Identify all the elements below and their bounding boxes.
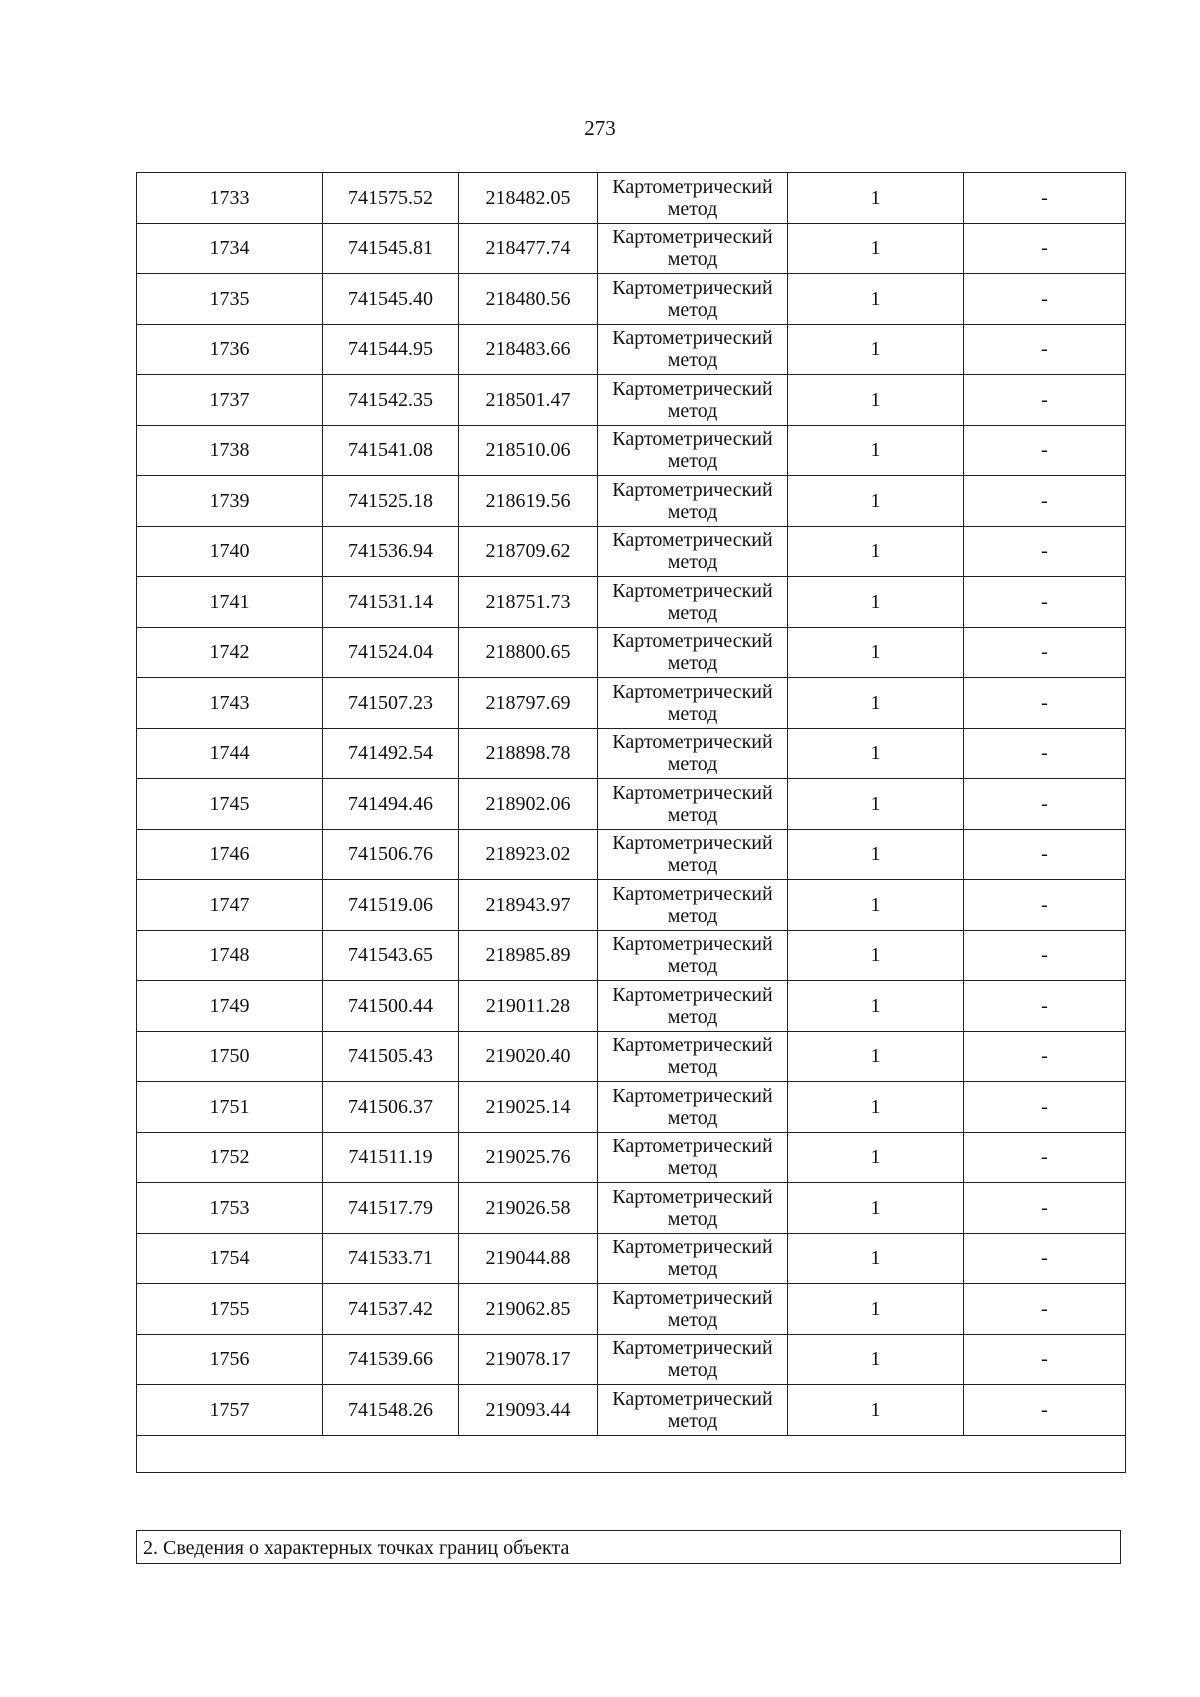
method-cell: Картометрический метод bbox=[598, 981, 788, 1032]
accuracy-cell: 1 bbox=[788, 1082, 964, 1133]
x-coordinate-cell: 741542.35 bbox=[323, 375, 459, 426]
table-row bbox=[137, 1031, 1126, 1082]
table-row bbox=[137, 223, 1126, 274]
accuracy-cell: 1 bbox=[788, 1031, 964, 1082]
note-cell: - bbox=[964, 223, 1126, 274]
x-coordinate-cell: 741492.54 bbox=[323, 728, 459, 779]
point-number-cell: 1742 bbox=[137, 627, 323, 678]
note-cell: - bbox=[964, 425, 1126, 476]
y-coordinate-cell: 218480.56 bbox=[459, 274, 598, 325]
table-row bbox=[137, 981, 1126, 1032]
note-cell: - bbox=[964, 1385, 1126, 1436]
y-coordinate-cell: 219011.28 bbox=[459, 981, 598, 1032]
note-cell: - bbox=[964, 526, 1126, 577]
point-number-cell: 1756 bbox=[137, 1334, 323, 1385]
point-number-cell: 1738 bbox=[137, 425, 323, 476]
note-cell: - bbox=[964, 930, 1126, 981]
y-coordinate-cell: 218923.02 bbox=[459, 829, 598, 880]
accuracy-cell: 1 bbox=[788, 1132, 964, 1183]
point-number-cell: 1745 bbox=[137, 779, 323, 830]
point-number-cell: 1739 bbox=[137, 476, 323, 527]
x-coordinate-cell: 741506.37 bbox=[323, 1082, 459, 1133]
y-coordinate-cell: 218797.69 bbox=[459, 678, 598, 729]
accuracy-cell: 1 bbox=[788, 526, 964, 577]
point-number-cell: 1733 bbox=[137, 173, 323, 224]
table-row bbox=[137, 1385, 1126, 1436]
method-cell: Картометрический метод bbox=[598, 577, 788, 628]
accuracy-cell: 1 bbox=[788, 375, 964, 426]
table-row bbox=[137, 577, 1126, 628]
note-cell: - bbox=[964, 1082, 1126, 1133]
table-row bbox=[137, 880, 1126, 931]
accuracy-cell: 1 bbox=[788, 1334, 964, 1385]
method-cell: Картометрический метод bbox=[598, 526, 788, 577]
note-cell: - bbox=[964, 476, 1126, 527]
accuracy-cell: 1 bbox=[788, 829, 964, 880]
note-cell: - bbox=[964, 375, 1126, 426]
x-coordinate-cell: 741494.46 bbox=[323, 779, 459, 830]
note-cell: - bbox=[964, 173, 1126, 224]
note-cell: - bbox=[964, 627, 1126, 678]
y-coordinate-cell: 218898.78 bbox=[459, 728, 598, 779]
x-coordinate-cell: 741519.06 bbox=[323, 880, 459, 931]
x-coordinate-cell: 741533.71 bbox=[323, 1233, 459, 1284]
x-coordinate-cell: 741543.65 bbox=[323, 930, 459, 981]
method-cell: Картометрический метод bbox=[598, 779, 788, 830]
accuracy-cell: 1 bbox=[788, 728, 964, 779]
accuracy-cell: 1 bbox=[788, 324, 964, 375]
note-cell: - bbox=[964, 1132, 1126, 1183]
y-coordinate-cell: 218943.97 bbox=[459, 880, 598, 931]
x-coordinate-cell: 741544.95 bbox=[323, 324, 459, 375]
point-number-cell: 1751 bbox=[137, 1082, 323, 1133]
note-cell: - bbox=[964, 1284, 1126, 1335]
accuracy-cell: 1 bbox=[788, 476, 964, 527]
table-row bbox=[137, 1334, 1126, 1385]
method-cell: Картометрический метод bbox=[598, 375, 788, 426]
note-cell: - bbox=[964, 577, 1126, 628]
point-number-cell: 1757 bbox=[137, 1385, 323, 1436]
method-cell: Картометрический метод bbox=[598, 829, 788, 880]
accuracy-cell: 1 bbox=[788, 880, 964, 931]
point-number-cell: 1746 bbox=[137, 829, 323, 880]
accuracy-cell: 1 bbox=[788, 779, 964, 830]
accuracy-cell: 1 bbox=[788, 223, 964, 274]
accuracy-cell: 1 bbox=[788, 425, 964, 476]
point-number-cell: 1741 bbox=[137, 577, 323, 628]
point-number-cell: 1753 bbox=[137, 1183, 323, 1234]
x-coordinate-cell: 741525.18 bbox=[323, 476, 459, 527]
method-cell: Картометрический метод bbox=[598, 1385, 788, 1436]
accuracy-cell: 1 bbox=[788, 678, 964, 729]
x-coordinate-cell: 741548.26 bbox=[323, 1385, 459, 1436]
y-coordinate-cell: 218751.73 bbox=[459, 577, 598, 628]
table-row bbox=[137, 173, 1126, 224]
section-heading: 2. Сведения о характерных точках границ объекта bbox=[136, 1530, 1121, 1564]
page-number: 273 bbox=[584, 116, 616, 140]
x-coordinate-cell: 741500.44 bbox=[323, 981, 459, 1032]
point-number-cell: 1737 bbox=[137, 375, 323, 426]
note-cell: - bbox=[964, 678, 1126, 729]
y-coordinate-cell: 218709.62 bbox=[459, 526, 598, 577]
table-row bbox=[137, 728, 1126, 779]
note-cell: - bbox=[964, 1031, 1126, 1082]
x-coordinate-cell: 741517.79 bbox=[323, 1183, 459, 1234]
y-coordinate-cell: 218985.89 bbox=[459, 930, 598, 981]
y-coordinate-cell: 218501.47 bbox=[459, 375, 598, 426]
y-coordinate-cell: 218619.56 bbox=[459, 476, 598, 527]
y-coordinate-cell: 219044.88 bbox=[459, 1233, 598, 1284]
table-row bbox=[137, 1132, 1126, 1183]
table-row bbox=[137, 1284, 1126, 1335]
table-row bbox=[137, 779, 1126, 830]
method-cell: Картометрический метод bbox=[598, 1132, 788, 1183]
method-cell: Картометрический метод bbox=[598, 476, 788, 527]
accuracy-cell: 1 bbox=[788, 981, 964, 1032]
table-row bbox=[137, 678, 1126, 729]
note-cell: - bbox=[964, 981, 1126, 1032]
empty-cell bbox=[137, 1435, 1126, 1472]
y-coordinate-cell: 219078.17 bbox=[459, 1334, 598, 1385]
note-cell: - bbox=[964, 274, 1126, 325]
note-cell: - bbox=[964, 779, 1126, 830]
point-number-cell: 1749 bbox=[137, 981, 323, 1032]
y-coordinate-cell: 219062.85 bbox=[459, 1284, 598, 1335]
x-coordinate-cell: 741545.81 bbox=[323, 223, 459, 274]
table-row bbox=[137, 425, 1126, 476]
x-coordinate-cell: 741545.40 bbox=[323, 274, 459, 325]
method-cell: Картометрический метод bbox=[598, 1284, 788, 1335]
method-cell: Картометрический метод bbox=[598, 425, 788, 476]
x-coordinate-cell: 741575.52 bbox=[323, 173, 459, 224]
note-cell: - bbox=[964, 1233, 1126, 1284]
x-coordinate-cell: 741537.42 bbox=[323, 1284, 459, 1335]
y-coordinate-cell: 218800.65 bbox=[459, 627, 598, 678]
note-cell: - bbox=[964, 324, 1126, 375]
accuracy-cell: 1 bbox=[788, 577, 964, 628]
method-cell: Картометрический метод bbox=[598, 1183, 788, 1234]
point-number-cell: 1752 bbox=[137, 1132, 323, 1183]
note-cell: - bbox=[964, 728, 1126, 779]
y-coordinate-cell: 219020.40 bbox=[459, 1031, 598, 1082]
point-number-cell: 1734 bbox=[137, 223, 323, 274]
method-cell: Картометрический метод bbox=[598, 1334, 788, 1385]
point-number-cell: 1755 bbox=[137, 1284, 323, 1335]
y-coordinate-cell: 219025.14 bbox=[459, 1082, 598, 1133]
table-row bbox=[137, 526, 1126, 577]
x-coordinate-cell: 741507.23 bbox=[323, 678, 459, 729]
method-cell: Картометрический метод bbox=[598, 173, 788, 224]
x-coordinate-cell: 741541.08 bbox=[323, 425, 459, 476]
point-number-cell: 1740 bbox=[137, 526, 323, 577]
method-cell: Картометрический метод bbox=[598, 274, 788, 325]
table-row bbox=[137, 274, 1126, 325]
table-row bbox=[137, 930, 1126, 981]
point-number-cell: 1744 bbox=[137, 728, 323, 779]
method-cell: Картометрический метод bbox=[598, 1082, 788, 1133]
method-cell: Картометрический метод bbox=[598, 627, 788, 678]
x-coordinate-cell: 741539.66 bbox=[323, 1334, 459, 1385]
accuracy-cell: 1 bbox=[788, 173, 964, 224]
boundary-points-table bbox=[136, 172, 1126, 1473]
y-coordinate-cell: 218482.05 bbox=[459, 173, 598, 224]
method-cell: Картометрический метод bbox=[598, 223, 788, 274]
accuracy-cell: 1 bbox=[788, 274, 964, 325]
table-row bbox=[137, 1233, 1126, 1284]
y-coordinate-cell: 218477.74 bbox=[459, 223, 598, 274]
table-body bbox=[137, 173, 1126, 1436]
point-number-cell: 1754 bbox=[137, 1233, 323, 1284]
note-cell: - bbox=[964, 829, 1126, 880]
method-cell: Картометрический метод bbox=[598, 880, 788, 931]
point-number-cell: 1748 bbox=[137, 930, 323, 981]
method-cell: Картометрический метод bbox=[598, 728, 788, 779]
method-cell: Картометрический метод bbox=[598, 1031, 788, 1082]
method-cell: Картометрический метод bbox=[598, 324, 788, 375]
point-number-cell: 1750 bbox=[137, 1031, 323, 1082]
point-number-cell: 1743 bbox=[137, 678, 323, 729]
y-coordinate-cell: 219026.58 bbox=[459, 1183, 598, 1234]
note-cell: - bbox=[964, 880, 1126, 931]
point-number-cell: 1747 bbox=[137, 880, 323, 931]
x-coordinate-cell: 741524.04 bbox=[323, 627, 459, 678]
point-number-cell: 1736 bbox=[137, 324, 323, 375]
x-coordinate-cell: 741536.94 bbox=[323, 526, 459, 577]
y-coordinate-cell: 218902.06 bbox=[459, 779, 598, 830]
accuracy-cell: 1 bbox=[788, 1233, 964, 1284]
accuracy-cell: 1 bbox=[788, 1183, 964, 1234]
table-empty-row bbox=[137, 1435, 1126, 1472]
x-coordinate-cell: 741506.76 bbox=[323, 829, 459, 880]
accuracy-cell: 1 bbox=[788, 627, 964, 678]
accuracy-cell: 1 bbox=[788, 1284, 964, 1335]
table-row bbox=[137, 1183, 1126, 1234]
table-row bbox=[137, 829, 1126, 880]
table-row bbox=[137, 375, 1126, 426]
accuracy-cell: 1 bbox=[788, 1385, 964, 1436]
x-coordinate-cell: 741531.14 bbox=[323, 577, 459, 628]
y-coordinate-cell: 219093.44 bbox=[459, 1385, 598, 1436]
y-coordinate-cell: 218483.66 bbox=[459, 324, 598, 375]
accuracy-cell: 1 bbox=[788, 930, 964, 981]
table-row bbox=[137, 476, 1126, 527]
x-coordinate-cell: 741505.43 bbox=[323, 1031, 459, 1082]
point-number-cell: 1735 bbox=[137, 274, 323, 325]
method-cell: Картометрический метод bbox=[598, 678, 788, 729]
x-coordinate-cell: 741511.19 bbox=[323, 1132, 459, 1183]
y-coordinate-cell: 219025.76 bbox=[459, 1132, 598, 1183]
table-row bbox=[137, 324, 1126, 375]
note-cell: - bbox=[964, 1334, 1126, 1385]
y-coordinate-cell: 218510.06 bbox=[459, 425, 598, 476]
method-cell: Картометрический метод bbox=[598, 1233, 788, 1284]
method-cell: Картометрический метод bbox=[598, 930, 788, 981]
note-cell: - bbox=[964, 1183, 1126, 1234]
table-row bbox=[137, 627, 1126, 678]
table-row bbox=[137, 1082, 1126, 1133]
